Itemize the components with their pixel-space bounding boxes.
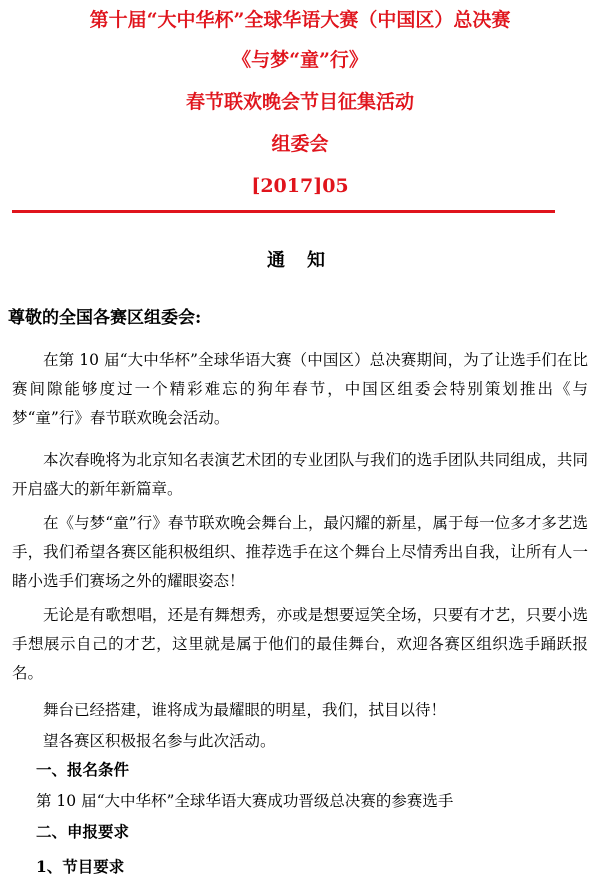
header-event-title: 第十届“大中华杯”全球华语大赛（中国区）总决赛 <box>89 9 511 31</box>
section-requirements-title: 二、申报要求 <box>36 822 130 841</box>
header-issuer: 组委会 <box>271 133 329 155</box>
paragraph-team: 本次春晚将为北京知名表演艺术团的专业团队与我们的选手团队共同组成，共同开启盛大的新年新篇章。 <box>12 451 588 498</box>
paragraph-call-to-action: 望各赛区积极报名参与此次活动。 <box>43 732 276 750</box>
section-program-requirements-title: 1、节目要求 <box>36 857 125 876</box>
greeting: 尊敬的全国各赛区组委会: <box>8 308 202 328</box>
paragraph-anticipation: 舞台已经搭建，谁将成为最耀眼的明星，我们，拭目以待！ <box>43 701 447 719</box>
paragraph-stage: 在《与梦“童”行》春节联欢晚会舞台上，最闪耀的新星，属于每一位多才多艺选手，我们希望各赛区能积极组织、推荐选手在这个舞台上尽情秀出自我，让所有人一睹小选手们赛场之外的耀眼姿态！ <box>12 514 588 590</box>
notice-title: 通知 <box>267 250 347 271</box>
header-show-title: 《与梦“童”行》 <box>232 49 368 71</box>
header-doc-number: [2017]05 <box>251 175 349 197</box>
section-eligibility-title: 一、报名条件 <box>36 760 130 779</box>
red-header-divider <box>12 210 555 213</box>
paragraph-talent: 无论是有歌想唱，还是有舞想秀，亦或是想要逗笑全场，只要有才艺，只要小选手想展示自己的才艺，这里就是属于他们的最佳舞台，欢迎各赛区组织选手踊跃报名。 <box>12 606 588 682</box>
paragraph-intro: 在第 10 届“大中华杯”全球华语大赛（中国区）总决赛期间，为了让选手们在比赛间隙能够度过一个精彩难忘的狗年春节，中国区组委会特别策划推出《与梦“童”行》春节联欢晚会活动。 <box>12 351 588 427</box>
header-activity-title: 春节联欢晚会节目征集活动 <box>185 91 414 113</box>
section-eligibility-text: 第 10 届“大中华杯”全球华语大赛成功晋级总决赛的参赛选手 <box>36 792 454 810</box>
